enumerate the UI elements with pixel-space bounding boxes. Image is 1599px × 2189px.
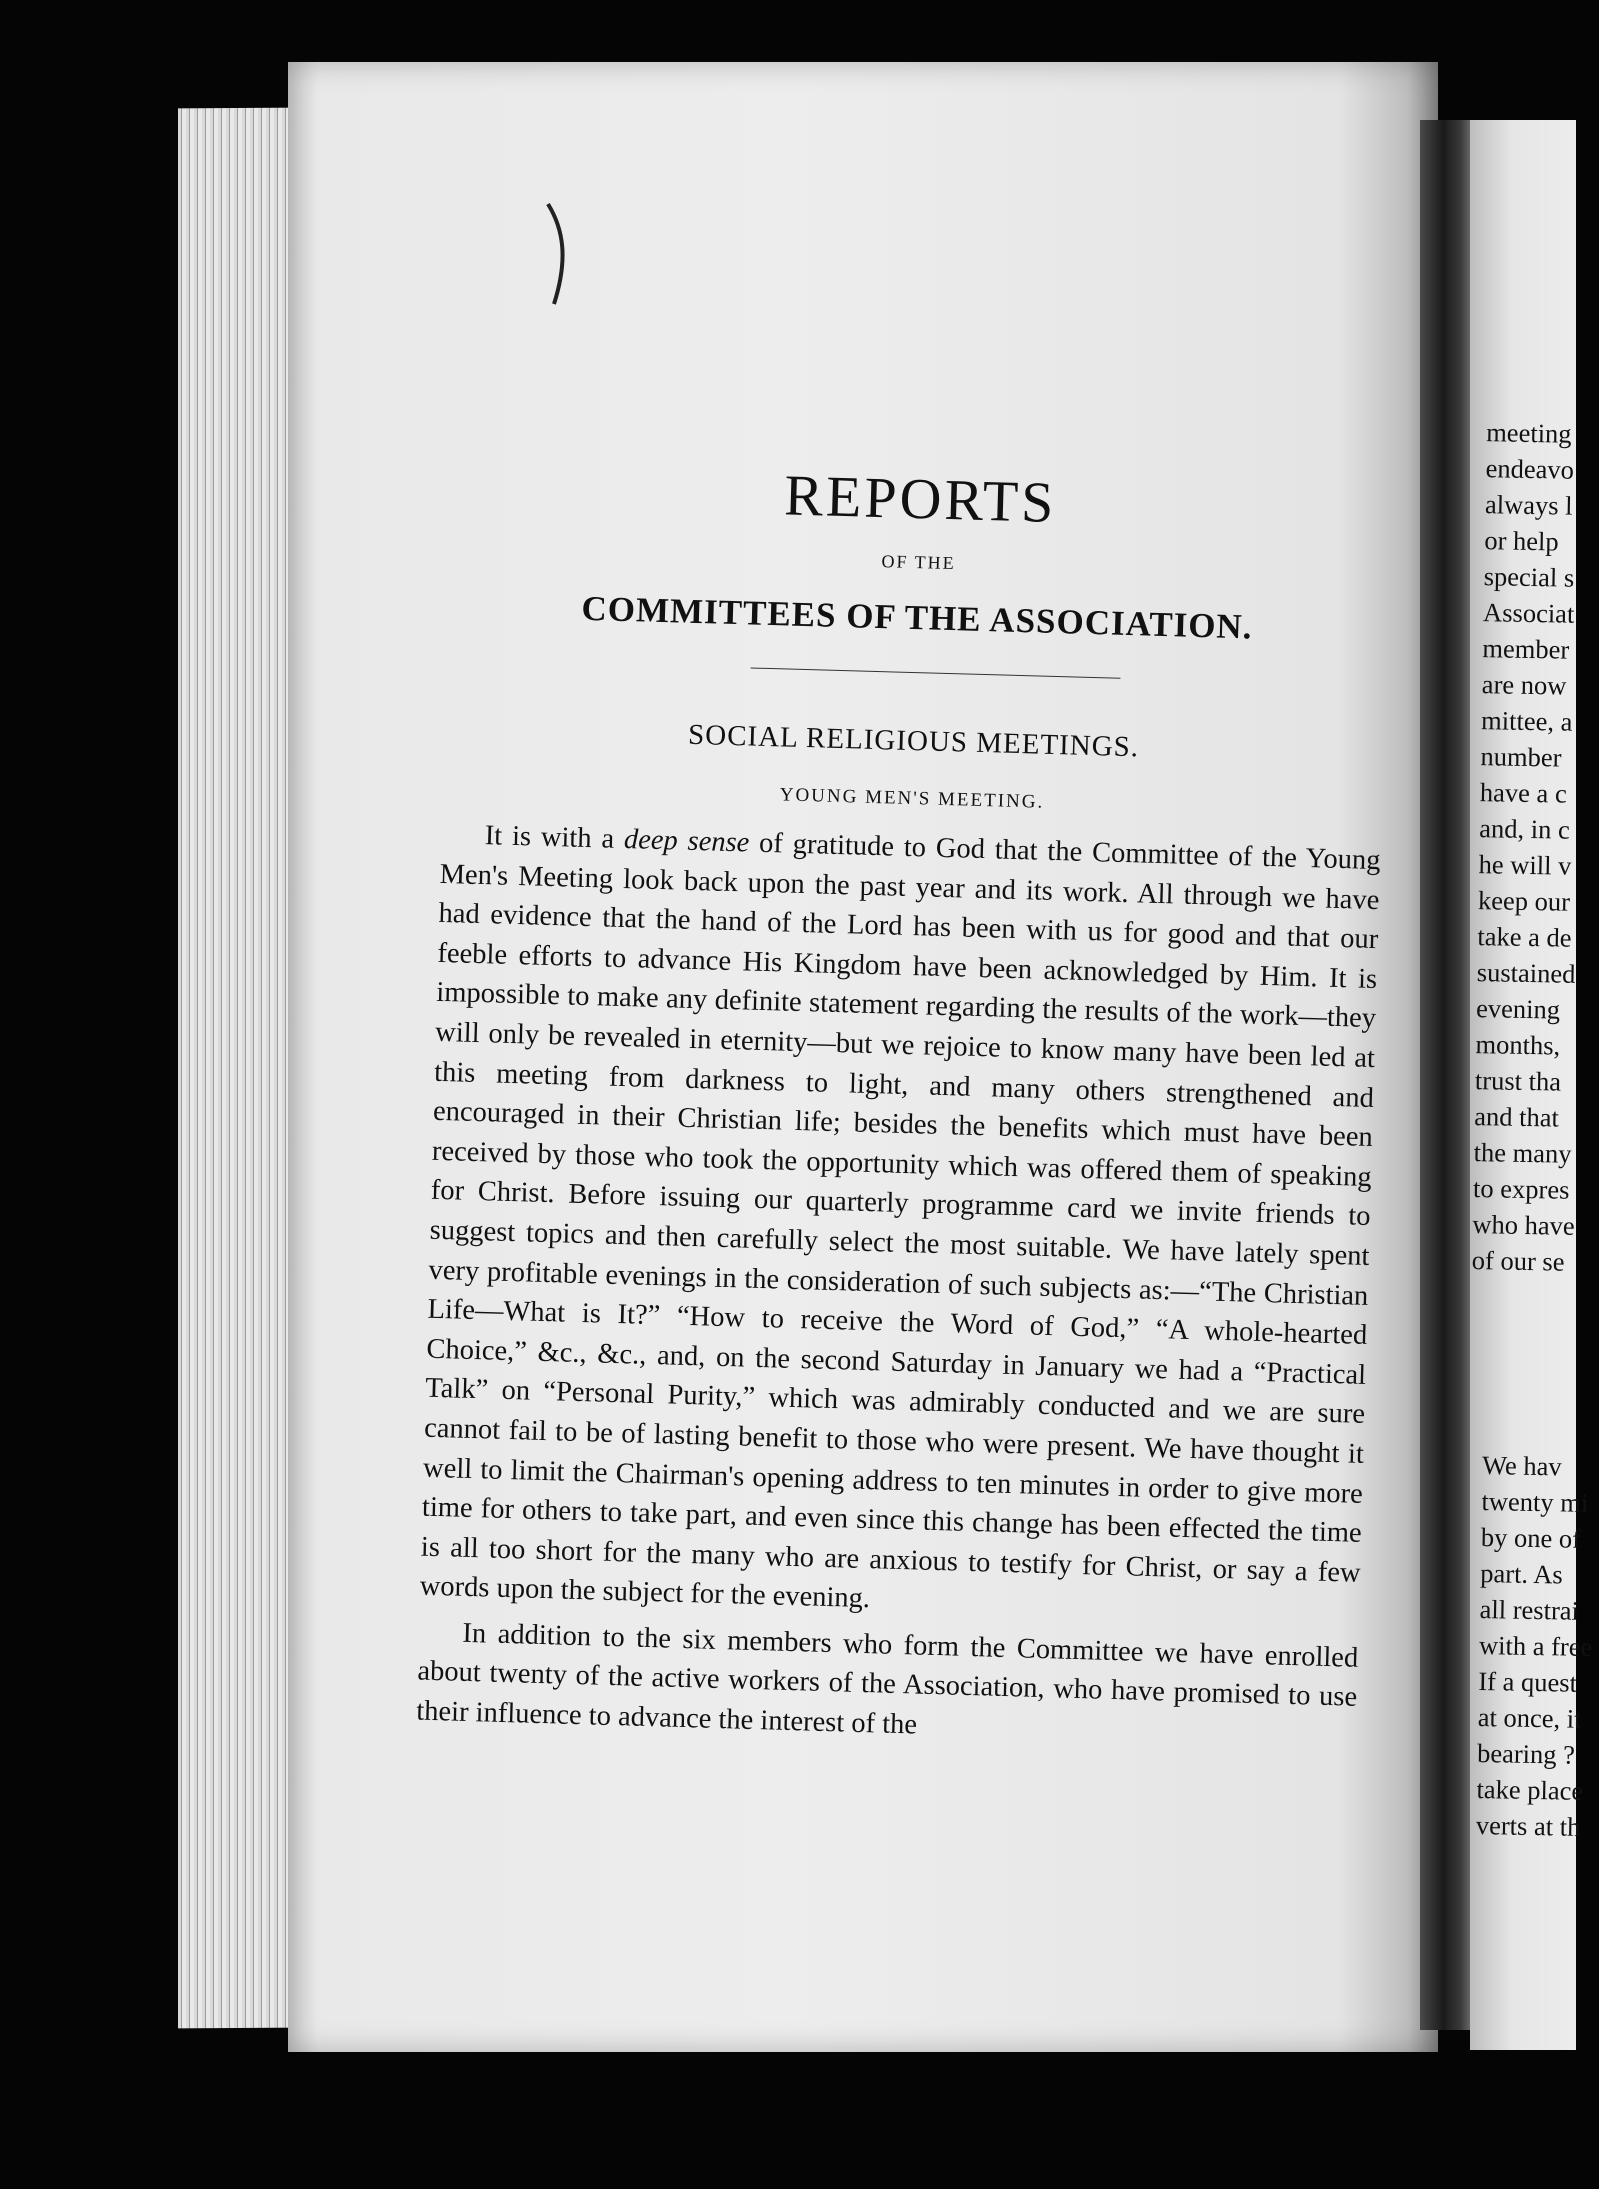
report-title: REPORTS xyxy=(783,462,1058,535)
right-page-line: meeting xyxy=(1485,417,1572,449)
paragraph-1 xyxy=(419,815,1381,1633)
right-page-line: sustained xyxy=(1476,957,1576,989)
right-page-line: trust tha xyxy=(1474,1065,1562,1097)
right-page-line: the many xyxy=(1473,1137,1572,1169)
right-page-line: have a c xyxy=(1479,777,1568,809)
right-page-line: and that xyxy=(1474,1101,1560,1133)
right-page-line: months, xyxy=(1475,1029,1561,1061)
right-page-line: or help xyxy=(1484,525,1559,557)
right-page-block-2 xyxy=(1476,1447,1596,1845)
right-page-line: member xyxy=(1482,633,1570,665)
paragraph-2: In addition to the six members who form the Committee we have enrolled about twenty of the active workers of the Association, who have promised to use their influence to advance the interest of the xyxy=(415,1617,1359,1741)
right-page-line: by one of xyxy=(1480,1522,1582,1554)
paragraph-1-rest: of gratitude to God that the Committee of the Young Men's Meeting look back upon the past year and its work. All through we have had evidence that the hand of the Lord has been with us for good and that our feeble efforts to advance His Kingdom have been acknowledged by Him. It is impossible to make any definite statement regarding the results of the work—they will only be revealed in eternity—but we rejoice to know many have been led at this meeting from darkness to light, and many others strengthened and encouraged in their Christian life; besides the benefits which must have been received by those who took the opportunity which was offered them of speaking for Christ. Before issuing our quarterly programme card we invite friends to suggest topics and then carefully select the most suitable. We have lately spent very profitable evenings in the consideration of such subjects as:—“The Christian Life—What is It?” “How to receive the Word of God,” “A whole-hearted Choice,” &c., &c., and, on the second Saturday in January we had a “Practical Talk” on “Personal Purity,” which was admirably conducted and we are sure cannot fail to be of lasting benefit to those who were present. We have thought it well to limit the Chairman's opening address to ten minutes in order to give more time for others to take part, and even since this change has been effected the time is all too short for the many who are anxious to testify for Christ, or say a few words upon the subject for the evening. xyxy=(419,827,1381,1615)
right-page-line: We hav xyxy=(1481,1450,1562,1482)
right-page-line: take a de xyxy=(1477,921,1572,953)
right-page-line: he will v xyxy=(1478,849,1572,881)
divider-rule xyxy=(751,667,1121,678)
right-page-line: bearing ? xyxy=(1476,1737,1576,1770)
right-page-line: and, in c xyxy=(1479,813,1571,845)
right-page-line: If a quest xyxy=(1478,1666,1578,1698)
report-title-connector: OF THE xyxy=(881,551,956,574)
right-page-line: with a free xyxy=(1478,1630,1593,1662)
right-page-line: verts at th xyxy=(1475,1809,1581,1842)
right-page-line: of our se xyxy=(1471,1245,1565,1277)
right-page-text xyxy=(1471,0,1599,2176)
right-page-line: take place xyxy=(1476,1773,1584,1806)
right-page-block-1 xyxy=(1471,414,1588,1280)
right-page-line: number xyxy=(1480,741,1562,773)
right-page-line: special s xyxy=(1483,561,1575,593)
right-page-line: who have xyxy=(1472,1209,1575,1241)
right-page-line: at once, it xyxy=(1477,1702,1582,1734)
section-heading: SOCIAL RELIGIOUS MEETINGS. xyxy=(687,718,1140,764)
page-edges xyxy=(178,108,298,2029)
paragraph-1-emphasis: deep sense xyxy=(623,824,750,859)
right-page-line: always l xyxy=(1484,489,1573,521)
report-body xyxy=(416,815,1381,1758)
right-page-line: keep our xyxy=(1477,885,1571,917)
right-page-line: part. As xyxy=(1480,1558,1563,1590)
subsection-heading: YOUNG MEN'S MEETING. xyxy=(779,784,1045,813)
report-subtitle: COMMITTEES OF THE ASSOCIATION. xyxy=(581,588,1254,647)
right-page-line: mittee, a xyxy=(1480,705,1573,737)
right-page-line: evening xyxy=(1475,993,1561,1025)
right-page-line: endeavo xyxy=(1485,453,1575,485)
paragraph-1-start: It is with a xyxy=(484,820,625,855)
right-page-line: to expres xyxy=(1472,1173,1570,1205)
right-page-line: are now xyxy=(1481,669,1567,701)
left-page-content xyxy=(404,0,1404,2189)
right-page-line: Associat xyxy=(1482,597,1575,629)
right-page-line: all restrai xyxy=(1479,1594,1580,1626)
right-page-line: twenty mi xyxy=(1481,1486,1589,1518)
